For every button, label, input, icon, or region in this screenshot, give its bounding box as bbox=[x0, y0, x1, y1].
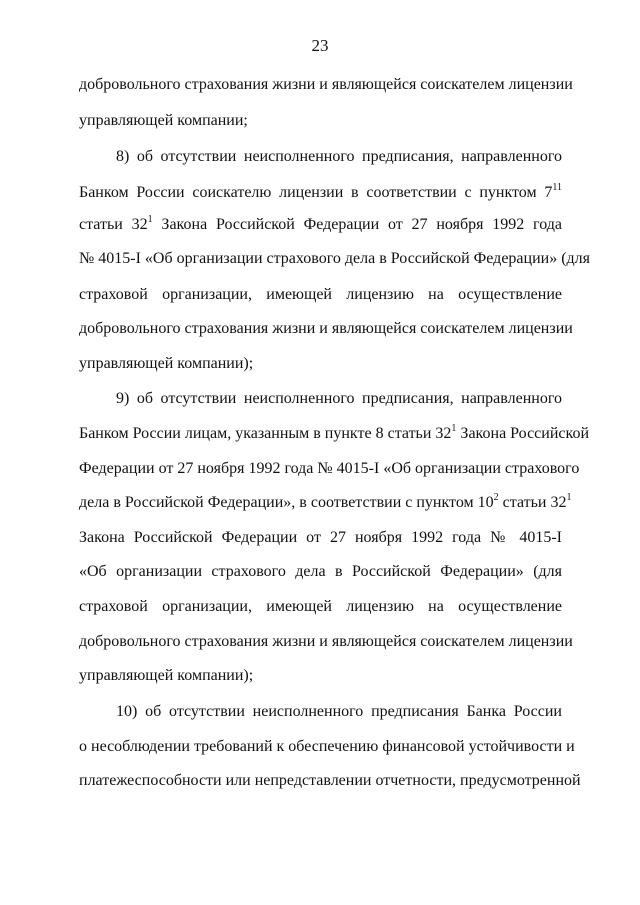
text-line: управляющей компании); bbox=[79, 355, 254, 372]
superscript: 1 bbox=[147, 213, 153, 225]
text-line: Банком России лицам, указанным в пункте 8 статьи $32^1$ Закона Российской bbox=[79, 422, 590, 442]
text-line: о несоблюдении требований к обеспечению финансовой устойчивости и bbox=[79, 738, 575, 755]
text-line: добровольного страхования жизни и являющейся соискателем лицензии bbox=[79, 320, 573, 337]
paragraph-first-line: 8) об отсутствии неисполненного предписания, направленного bbox=[116, 148, 562, 165]
superscript: 11 bbox=[552, 181, 562, 193]
paragraph-first-line: 10) об отсутствии неисполненного предписания Банка России bbox=[116, 703, 562, 720]
text-line: управляющей компании; bbox=[79, 112, 248, 129]
text-line: добровольного страхования жизни и являющейся соискателем лицензии bbox=[79, 76, 573, 93]
text-line: страховой организации, имеющей лицензию на осуществление bbox=[79, 598, 562, 615]
text-line: статьи $32^1$ Закона Российской Федерации от 27 ноября 1992 года bbox=[79, 213, 562, 233]
text-line: платежеспособности или непредставлении отчетности, предусмотренной bbox=[79, 772, 581, 789]
page-number: 23 bbox=[311, 36, 329, 55]
text-line: № 4015-I «Об организации страхового дела в Российской Федерации» (для bbox=[79, 250, 591, 267]
paragraph-first-line: 9) об отсутствии неисполненного предписания, направленного bbox=[116, 390, 562, 407]
text-line: Банком России соискателю лицензии в соответствии с пунктом $7^{11}$ bbox=[79, 181, 562, 201]
text-line: Федерации от 27 ноября 1992 года № 4015-I «Об организации страхового bbox=[79, 460, 580, 477]
text-line: страховой организации, имеющей лицензию на осуществление bbox=[79, 286, 562, 303]
text-line: управляющей компании); bbox=[79, 667, 254, 684]
text-line: Закона Российской Федерации от 27 ноября 1992 года № 4015-I bbox=[79, 529, 562, 546]
superscript: 1 bbox=[451, 422, 457, 434]
superscript: 1 bbox=[566, 491, 572, 503]
superscript: 2 bbox=[493, 491, 499, 503]
text-line: добровольного страхования жизни и являющейся соискателем лицензии bbox=[79, 633, 573, 650]
text-line: «Об организации страхового дела в Российской Федерации» (для bbox=[79, 563, 562, 580]
text-line: дела в Российской Федерации», в соответствии с пунктом $10^2$ статьи $32^1$ bbox=[79, 491, 572, 511]
